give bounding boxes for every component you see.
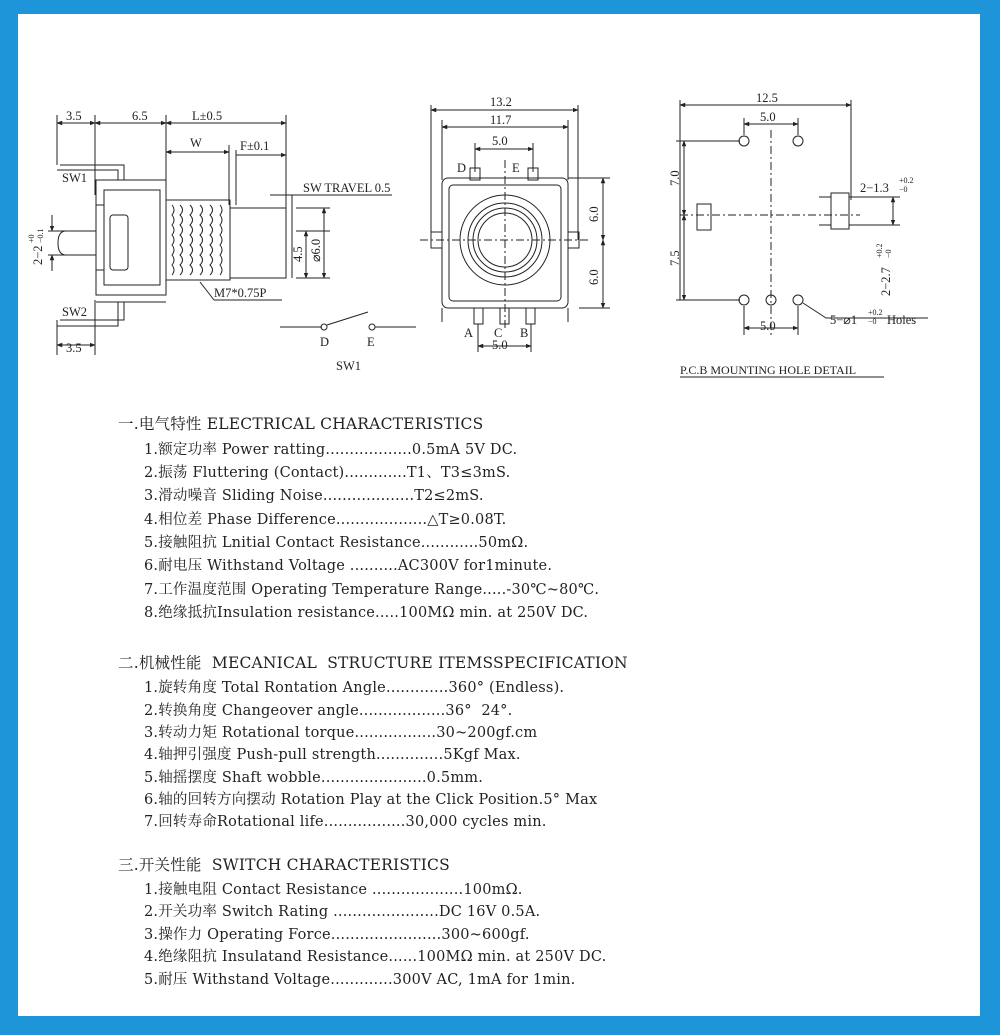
sw-travel-label: SW TRAVEL 0.5 [303, 181, 391, 195]
switch-item-1: 1.接触电阻 Contact Resistance ...................100mΩ. [144, 882, 523, 898]
datasheet-sheet [18, 14, 980, 1016]
mechanical-item-2: 2.转换角度 Changeover angle..................36° 24°. [144, 703, 513, 719]
dim-7-5: 7.5 [668, 250, 682, 266]
slot-1-tol-up: +0.2 [899, 176, 914, 185]
pin-a: A [464, 326, 474, 340]
dim-6-0-upper: 6.0 [587, 206, 601, 222]
pcb-title: P.C.B MOUNTING HOLE DETAIL [680, 363, 857, 377]
pin-d: D [457, 161, 467, 175]
holes-suffix: Holes [887, 313, 917, 327]
mechanical-item-3: 3.转动力矩 Rotational torque.................30~200gf.cm [144, 725, 538, 741]
dim-5-0-front-bottom: 5.0 [492, 338, 508, 352]
pin-b: B [520, 326, 529, 340]
electrical-heading: 一.电气特性 ELECTRICAL CHARACTERISTICS [118, 415, 484, 433]
dim-2-pin-tol-up: +0 [27, 234, 36, 243]
front-view [420, 105, 610, 352]
dim-11-7: 11.7 [490, 113, 512, 127]
dim-3-5-bottom: 3.5 [66, 341, 82, 355]
electrical-item-3: 3.滑动噪音 Sliding Noise...................T2≤2mS. [144, 488, 484, 504]
electrical-item-7: 7.工作温度范围 Operating Temperature Range.....-30℃~80℃. [144, 582, 600, 598]
dim-5-0-pcb-top: 5.0 [760, 110, 776, 124]
electrical-item-5: 5.接触阻抗 Lnitial Contact Resistance............50mΩ. [144, 535, 529, 551]
pcb-hole-view [676, 100, 928, 377]
electrical-item-8: 8.绝缘抵抗Insulation resistance.....100MΩ min. at 250V DC. [144, 605, 589, 621]
sw2-label: SW2 [62, 305, 87, 319]
switch-item-4: 4.绝缘阻抗 Insulatand Resistance......100MΩ min. at 250V DC. [144, 949, 607, 965]
dim-w: W [190, 136, 202, 150]
mechanical-item-5: 5.轴摇摆度 Shaft wobble......................0.5mm. [144, 770, 484, 786]
dim-3-5-top: 3.5 [66, 109, 82, 123]
mechanical-item-7: 7.回转寿命Rotational life.................30,000 cycles min. [144, 814, 547, 830]
dim-6-5: 6.5 [132, 109, 148, 123]
sw1-label: SW1 [62, 171, 87, 185]
electrical-item-4: 4.相位差 Phase Difference...................△T≥0.08T. [144, 512, 507, 528]
switch-item-5: 5.耐压 Withstand Voltage.............300V AC, 1mA for 1min. [144, 972, 576, 988]
thread-label: M7*0.75P [214, 286, 267, 300]
pin-e: E [512, 161, 520, 175]
dim-5-0-front-top: 5.0 [492, 134, 508, 148]
switch-symbol [280, 312, 416, 330]
electrical-item-1: 1.额定功率 Power ratting..................0.5mA 5V DC. [144, 442, 518, 458]
side-view [48, 115, 392, 355]
holes-tol-up: +0.2 [868, 308, 883, 317]
slot-2-tol-dn: −0 [884, 249, 893, 258]
pin-c: C [494, 326, 503, 340]
holes-tol-dn: −0 [868, 317, 877, 326]
dim-2-pin: 2−2 [31, 245, 45, 265]
slot-2-tol-up: +0.2 [875, 243, 884, 258]
dim-7-0: 7.0 [668, 170, 682, 186]
dim-12-5: 12.5 [756, 91, 778, 105]
dim-5-0-pcb-bottom: 5.0 [760, 319, 776, 333]
dim-2-pin-tol-dn: −0.1 [36, 228, 45, 243]
mechanical-heading: 二.机械性能 MECANICAL STRUCTURE ITEMSSPECIFICATION [118, 654, 628, 672]
electrical-item-2: 2.振荡 Fluttering (Contact).............T1、T3≤3mS. [144, 465, 511, 481]
dim-13-2: 13.2 [490, 95, 512, 109]
mechanical-item-1: 1.旋转角度 Total Rontation Angle.............360° (Endless). [144, 680, 565, 696]
dim-dia6: ⌀6.0 [309, 238, 323, 262]
slot-1-tol-dn: −0 [899, 185, 908, 194]
dim-f: F±0.1 [240, 139, 270, 153]
mechanical-item-4: 4.轴押引强度 Push-pull strength..............5Kgf Max. [144, 747, 521, 763]
electrical-item-6: 6.耐电压 Withstand Voltage ..........AC300V for1minute. [144, 558, 553, 574]
technical-drawing [18, 14, 980, 404]
holes-label: 5−⌀1 [830, 313, 858, 327]
switch-item-3: 3.操作力 Operating Force.......................300~600gf. [144, 927, 530, 943]
switch-d: D [320, 335, 330, 349]
dim-l: L±0.5 [192, 109, 223, 123]
switch-e: E [367, 335, 375, 349]
dim-4-5: 4.5 [291, 246, 305, 262]
switch-heading: 三.开关性能 SWITCH CHARACTERISTICS [118, 856, 450, 874]
mechanical-item-6: 6.轴的回转方向摆动 Rotation Play at the Click Position.5° Max [144, 792, 598, 808]
switch-sw1: SW1 [336, 359, 361, 373]
slot-1-label: 2−1.3 [860, 181, 889, 195]
switch-item-2: 2.开关功率 Switch Rating ......................DC 16V 0.5A. [144, 904, 541, 920]
dim-6-0-lower: 6.0 [587, 269, 601, 285]
slot-2-label: 2−2.7 [879, 267, 893, 296]
